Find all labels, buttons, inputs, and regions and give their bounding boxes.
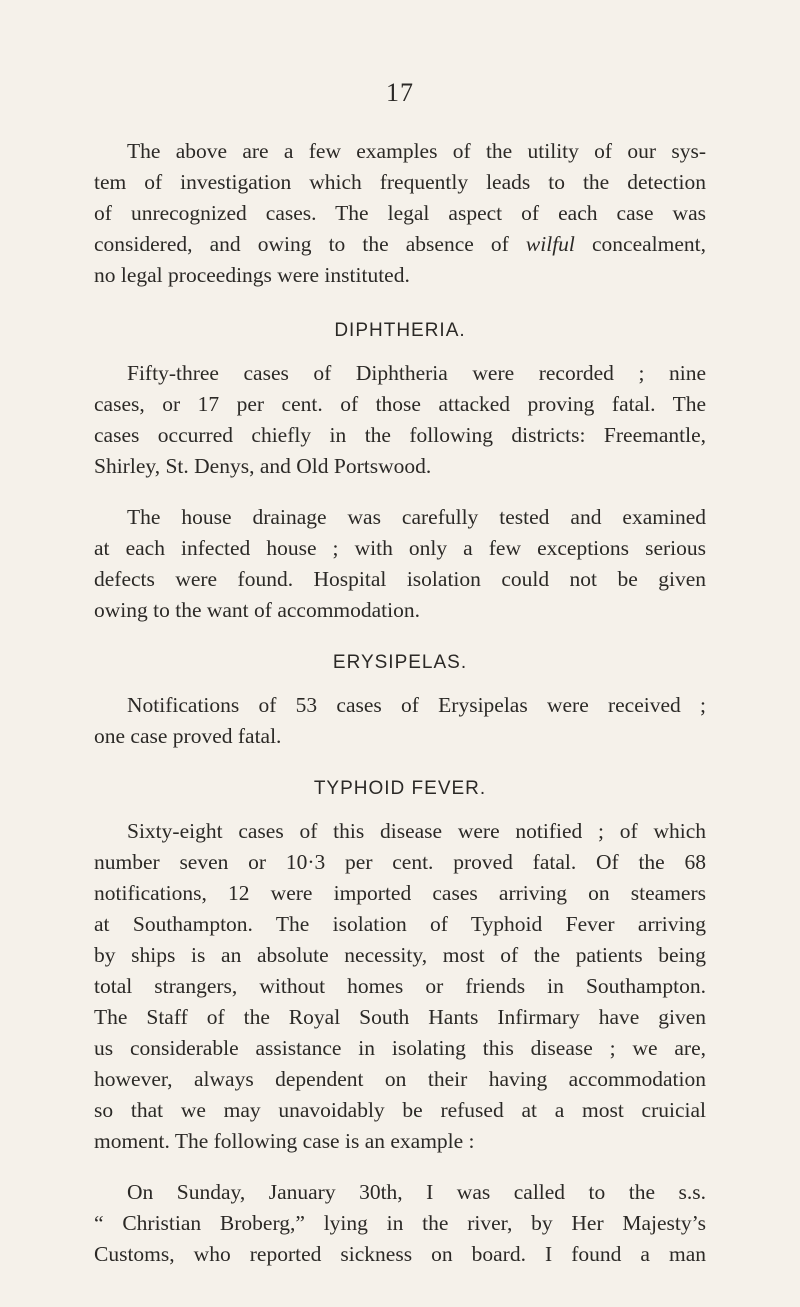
paragraph-line: total strangers, without homes or friends in Southampton. [94, 974, 706, 998]
paragraph-line: by ships is an absolute necessity, most of the patients being [94, 943, 706, 967]
paragraph-line: no legal proceedings were instituted. [94, 263, 410, 287]
paragraph-line: tem of investigation which frequently leads to the detection [94, 170, 706, 194]
paragraph-line: one case proved fatal. [94, 724, 282, 748]
section-heading-diphtheria: DIPHTHERIA. [334, 320, 466, 341]
paragraph-line: The house drainage was carefully tested and examined [127, 505, 706, 529]
paragraph-line: number seven or 10·3 per cent. proved fatal. Of the 68 [94, 850, 706, 874]
section-heading-erysipelas: ERYSIPELAS. [332, 652, 468, 673]
paragraph-line: owing to the want of accommodation. [94, 598, 421, 622]
paragraph-line: at each infected house ; with only a few exceptions serious [94, 536, 706, 560]
paragraph-line: however, always dependent on their having accommodation [94, 1067, 706, 1091]
paragraph-line: Sixty-eight cases of this disease were notified ; of which [127, 819, 706, 843]
paragraph-line: us considerable assistance in isolating this disease ; we are, [94, 1036, 706, 1060]
paragraph-line: cases occurred chiefly in the following districts: Freemantle, [94, 423, 706, 447]
paragraph-line: moment. The following case is an example : [94, 1129, 475, 1153]
paragraph-line: so that we may unavoidably be refused at a most cruicial [94, 1098, 706, 1122]
paragraph-line: notifications, 12 were imported cases arriving on steamers [94, 881, 706, 905]
paragraph-line: at Southampton. The isolation of Typhoid Fever arriving [94, 912, 706, 936]
paragraph-line: cases, or 17 per cent. of those attacked proving fatal. The [94, 392, 706, 416]
paragraph-line: Shirley, St. Denys, and Old Portswood. [94, 454, 432, 478]
paragraph-text: considered, and owing to the absence of [94, 232, 526, 256]
paragraph-line: Customs, who reported sickness on board. I found a man [94, 1242, 706, 1266]
paragraph-text: concealment, [574, 232, 706, 256]
page-number: 17 [386, 78, 414, 107]
emphasis-text: wilful [525, 232, 575, 256]
paragraph-line: Fifty-three cases of Diphtheria were recorded ; nine [127, 361, 706, 385]
paragraph-line: The above are a few examples of the utility of our sys- [127, 139, 706, 163]
paragraph-line-with-emphasis [94, 229, 706, 259]
section-heading-typhoid-fever: TYPHOID FEVER. [313, 778, 487, 799]
paragraph-line: of unrecognized cases. The legal aspect of each case was [94, 201, 706, 225]
paragraph-line: On Sunday, January 30th, I was called to the s.s. [127, 1180, 706, 1204]
paragraph-line: The Staff of the Royal South Hants Infirmary have given [94, 1005, 706, 1029]
paragraph-line: “ Christian Broberg,” lying in the river, by Her Majesty’s [94, 1211, 706, 1235]
paragraph-line: Notifications of 53 cases of Erysipelas were received ; [127, 693, 706, 717]
paragraph-line: defects were found. Hospital isolation could not be given [94, 567, 706, 591]
